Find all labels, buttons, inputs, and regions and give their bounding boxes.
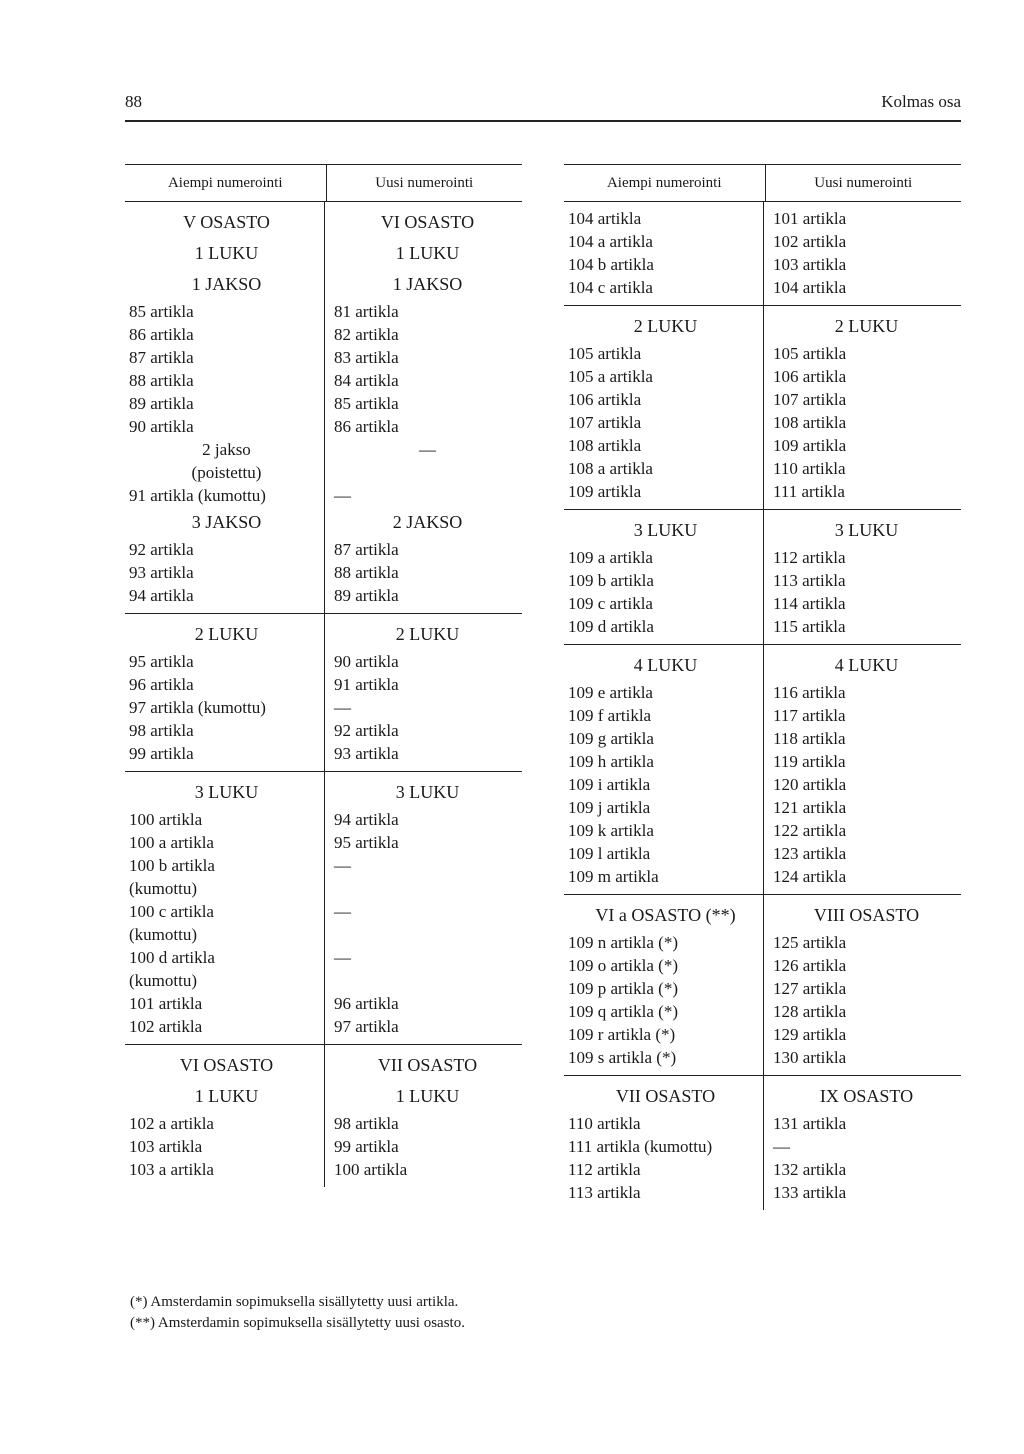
article-entry: 109 j artikla: [568, 798, 651, 817]
article-entry: 119 artikla: [773, 752, 846, 771]
article-entry: 85 artikla: [129, 302, 194, 321]
article-entry: 109 artikla: [568, 482, 642, 501]
division-heading: 1 LUKU: [194, 1086, 259, 1106]
article-entry: 113 artikla: [568, 1183, 641, 1202]
article-entry: [334, 461, 521, 484]
table-section: [125, 772, 522, 1045]
division-heading: 1 LUKU: [194, 243, 259, 263]
article-entry: 109 g artikla: [568, 729, 654, 748]
article-entry: 110 artikla: [568, 1114, 641, 1133]
article-entry: 109 h artikla: [568, 752, 654, 771]
new-numbering-cell: [764, 645, 960, 894]
article-entry: 99 artikla: [129, 744, 194, 763]
article-entry: 81 artikla: [334, 302, 399, 321]
article-entry: 128 artikla: [773, 1002, 847, 1021]
division-heading: 2 LUKU: [395, 624, 460, 644]
column-headers: [125, 164, 522, 202]
article-entry: 98 artikla: [334, 1114, 399, 1133]
article-entry: 122 artikla: [773, 821, 847, 840]
footnote-1: (*) Amsterdamin sopimuksella sisällytetty uusi artikla.: [130, 1294, 459, 1310]
article-entry: 86 artikla: [129, 325, 194, 344]
column-header-new: Uusi numerointi: [814, 174, 913, 191]
division-heading: 3 LUKU: [194, 782, 259, 802]
new-numbering-cell: [764, 202, 960, 305]
article-entry: 89 artikla: [334, 586, 399, 605]
article-entry: —: [419, 440, 436, 459]
article-entry: 109 artikla: [773, 436, 847, 455]
article-entry: 112 artikla: [773, 548, 846, 567]
article-entry: 127 artikla: [773, 979, 847, 998]
article-entry: 109 k artikla: [568, 821, 654, 840]
article-entry: 88 artikla: [129, 371, 194, 390]
article-entry: 109 l artikla: [568, 844, 651, 863]
article-entry: 118 artikla: [773, 729, 846, 748]
article-entry: 120 artikla: [773, 775, 847, 794]
new-numbering-cell: [325, 772, 521, 1044]
table-section: [564, 202, 961, 306]
article-entry: 98 artikla: [129, 721, 194, 740]
article-entry: 121 artikla: [773, 798, 847, 817]
division-heading: 3 LUKU: [395, 782, 460, 802]
article-entry: 104 c artikla: [568, 278, 653, 297]
article-entry: 87 artikla: [334, 540, 399, 559]
division-heading: 1 JAKSO: [392, 274, 463, 294]
article-entry: —: [773, 1137, 790, 1156]
old-numbering-cell: [564, 895, 764, 1075]
article-entry: 101 artikla: [129, 994, 203, 1013]
article-entry: —: [334, 698, 351, 717]
division-heading: 2 LUKU: [633, 316, 698, 336]
article-entry: 123 artikla: [773, 844, 847, 863]
article-entry: 86 artikla: [334, 417, 399, 436]
article-entry: —: [334, 902, 351, 921]
article-entry: 109 a artikla: [568, 548, 653, 567]
article-entry: 109 e artikla: [568, 683, 653, 702]
division-heading: VI a OSASTO (**): [595, 905, 736, 925]
division-heading: V OSASTO: [183, 212, 270, 232]
division-heading: 2 JAKSO: [392, 512, 463, 532]
article-entry: 103 artikla: [129, 1137, 203, 1156]
article-entry: 115 artikla: [773, 617, 846, 636]
article-entry: 108 artikla: [773, 413, 847, 432]
division-heading: 1 LUKU: [395, 1086, 460, 1106]
new-numbering-cell: [764, 510, 960, 644]
table-body: [564, 202, 961, 1210]
article-entry: 101 artikla: [773, 209, 847, 228]
article-entry: —: [334, 856, 351, 875]
old-numbering-cell: [564, 306, 764, 509]
article-entry: 100 b artikla: [129, 856, 215, 875]
table-body: [125, 202, 522, 1187]
division-heading: 3 JAKSO: [191, 512, 262, 532]
division-heading: 1 JAKSO: [191, 274, 262, 294]
article-entry: 131 artikla: [773, 1114, 847, 1133]
article-entry: 126 artikla: [773, 956, 847, 975]
division-heading: 2 LUKU: [194, 624, 259, 644]
article-entry: 125 artikla: [773, 933, 847, 952]
article-entry: 89 artikla: [129, 394, 194, 413]
article-entry: 103 a artikla: [129, 1160, 214, 1179]
article-entry: 106 artikla: [568, 390, 642, 409]
division-heading: IX OSASTO: [819, 1086, 914, 1106]
division-heading: 4 LUKU: [633, 655, 698, 675]
header-rule: [125, 120, 961, 122]
article-entry: 111 artikla (kumottu): [568, 1137, 713, 1156]
article-entry: 104 artikla: [568, 209, 642, 228]
column-header-new: Uusi numerointi: [375, 174, 474, 191]
old-numbering-cell: [564, 202, 764, 305]
article-entry: 109 m artikla: [568, 867, 659, 886]
article-entry: 116 artikla: [773, 683, 846, 702]
article-entry: 124 artikla: [773, 867, 847, 886]
article-entry: 130 artikla: [773, 1048, 847, 1067]
article-entry: 91 artikla: [334, 675, 399, 694]
article-entry: 100 d artikla: [129, 948, 215, 967]
column-header-old: Aiempi numerointi: [564, 165, 766, 201]
article-entry: 92 artikla: [334, 721, 399, 740]
article-entry: 95 artikla: [129, 652, 194, 671]
article-entry: 109 n artikla (*): [568, 933, 678, 952]
division-heading: 1 LUKU: [395, 243, 460, 263]
running-head: Kolmas osa: [881, 92, 961, 111]
table-section: [125, 1045, 522, 1187]
article-entry: 95 artikla: [334, 833, 399, 852]
article-entry: 92 artikla: [129, 540, 194, 559]
new-numbering-cell: [325, 614, 521, 771]
article-entry: 107 artikla: [568, 413, 642, 432]
new-numbering-cell: [764, 306, 960, 509]
article-entry: 109 f artikla: [568, 706, 652, 725]
article-entry: 82 artikla: [334, 325, 399, 344]
article-entry: 103 artikla: [773, 255, 847, 274]
article-entry: 93 artikla: [334, 744, 399, 763]
new-numbering-cell: [764, 1076, 960, 1210]
article-entry: 109 i artikla: [568, 775, 651, 794]
old-numbering-cell: [564, 510, 764, 644]
article-entry: 111 artikla: [773, 482, 845, 501]
division-heading: 3 LUKU: [633, 520, 698, 540]
division-heading: 4 LUKU: [834, 655, 899, 675]
division-heading: 2 LUKU: [834, 316, 899, 336]
article-entry: (kumottu): [129, 879, 197, 898]
left-correspondence-table: [125, 164, 522, 1187]
division-heading: 3 LUKU: [834, 520, 899, 540]
article-entry: 102 artikla: [773, 232, 847, 251]
old-numbering-cell: [125, 614, 325, 771]
division-heading: VIII OSASTO: [813, 905, 920, 925]
article-entry: 84 artikla: [334, 371, 399, 390]
article-entry: 132 artikla: [773, 1160, 847, 1179]
article-entry: 109 p artikla (*): [568, 979, 678, 998]
article-entry: 87 artikla: [129, 348, 194, 367]
article-entry: 96 artikla: [334, 994, 399, 1013]
new-numbering-cell: [325, 202, 521, 613]
article-entry: 91 artikla (kumottu): [129, 486, 266, 505]
new-numbering-cell: [325, 1045, 521, 1187]
table-section: [564, 895, 961, 1076]
column-header-old: Aiempi numerointi: [125, 165, 327, 201]
article-entry: 97 artikla: [334, 1017, 399, 1036]
table-section: [564, 306, 961, 510]
article-entry: 90 artikla: [334, 652, 399, 671]
new-numbering-cell: [764, 895, 960, 1075]
article-entry: 108 artikla: [568, 436, 642, 455]
article-entry: 93 artikla: [129, 563, 194, 582]
article-entry: 104 a artikla: [568, 232, 653, 251]
article-entry: 117 artikla: [773, 706, 846, 725]
article-entry: 100 a artikla: [129, 833, 214, 852]
table-section: [125, 202, 522, 614]
article-entry: 88 artikla: [334, 563, 399, 582]
article-entry: 102 artikla: [129, 1017, 203, 1036]
article-entry: 107 artikla: [773, 390, 847, 409]
article-entry: 104 b artikla: [568, 255, 654, 274]
article-entry: 104 artikla: [773, 278, 847, 297]
article-entry: 99 artikla: [334, 1137, 399, 1156]
article-entry: (kumottu): [129, 971, 197, 990]
article-entry: 96 artikla: [129, 675, 194, 694]
article-entry: 94 artikla: [334, 810, 399, 829]
article-entry: —: [334, 486, 351, 505]
article-entry: 109 s artikla (*): [568, 1048, 677, 1067]
article-entry: 109 q artikla (*): [568, 1002, 678, 1021]
article-entry: 113 artikla: [773, 571, 846, 590]
article-entry: 94 artikla: [129, 586, 194, 605]
footnotes: [130, 1292, 465, 1334]
article-entry: 105 artikla: [568, 344, 642, 363]
article-entry: [334, 877, 521, 900]
division-heading: VI OSASTO: [179, 1055, 274, 1075]
article-entry: 105 a artikla: [568, 367, 653, 386]
page-number: 88: [125, 92, 142, 111]
article-entry: 110 artikla: [773, 459, 846, 478]
article-entry: 90 artikla: [129, 417, 194, 436]
article-entry: (kumottu): [129, 925, 197, 944]
table-section: [564, 510, 961, 645]
table-section: [125, 614, 522, 772]
article-entry: 2 jakso: [202, 440, 251, 459]
article-entry: 85 artikla: [334, 394, 399, 413]
table-section: [564, 1076, 961, 1210]
article-entry: 109 r artikla (*): [568, 1025, 676, 1044]
article-entry: 106 artikla: [773, 367, 847, 386]
article-entry: 129 artikla: [773, 1025, 847, 1044]
article-entry: 100 c artikla: [129, 902, 214, 921]
article-entry: 109 b artikla: [568, 571, 654, 590]
article-entry: 133 artikla: [773, 1183, 847, 1202]
old-numbering-cell: [125, 772, 325, 1044]
article-entry: 83 artikla: [334, 348, 399, 367]
article-entry: 105 artikla: [773, 344, 847, 363]
article-entry: 97 artikla (kumottu): [129, 698, 266, 717]
old-numbering-cell: [125, 202, 325, 613]
article-entry: 109 c artikla: [568, 594, 653, 613]
article-entry: 102 a artikla: [129, 1114, 214, 1133]
article-entry: 100 artikla: [334, 1160, 408, 1179]
article-entry: (poistettu): [191, 463, 262, 482]
article-entry: [334, 969, 521, 992]
old-numbering-cell: [564, 1076, 764, 1210]
old-numbering-cell: [125, 1045, 325, 1187]
old-numbering-cell: [564, 645, 764, 894]
right-correspondence-table: [564, 164, 961, 1210]
article-entry: —: [334, 948, 351, 967]
column-headers: [564, 164, 961, 202]
division-heading: VI OSASTO: [380, 212, 475, 232]
article-entry: 114 artikla: [773, 594, 846, 613]
article-entry: [334, 923, 521, 946]
article-entry: 100 artikla: [129, 810, 203, 829]
article-entry: 109 o artikla (*): [568, 956, 678, 975]
division-heading: VII OSASTO: [615, 1086, 716, 1106]
table-section: [564, 645, 961, 895]
article-entry: 108 a artikla: [568, 459, 653, 478]
article-entry: 112 artikla: [568, 1160, 641, 1179]
footnote-2: (**) Amsterdamin sopimuksella sisällytetty uusi osasto.: [130, 1315, 465, 1331]
division-heading: VII OSASTO: [377, 1055, 478, 1075]
article-entry: 109 d artikla: [568, 617, 654, 636]
